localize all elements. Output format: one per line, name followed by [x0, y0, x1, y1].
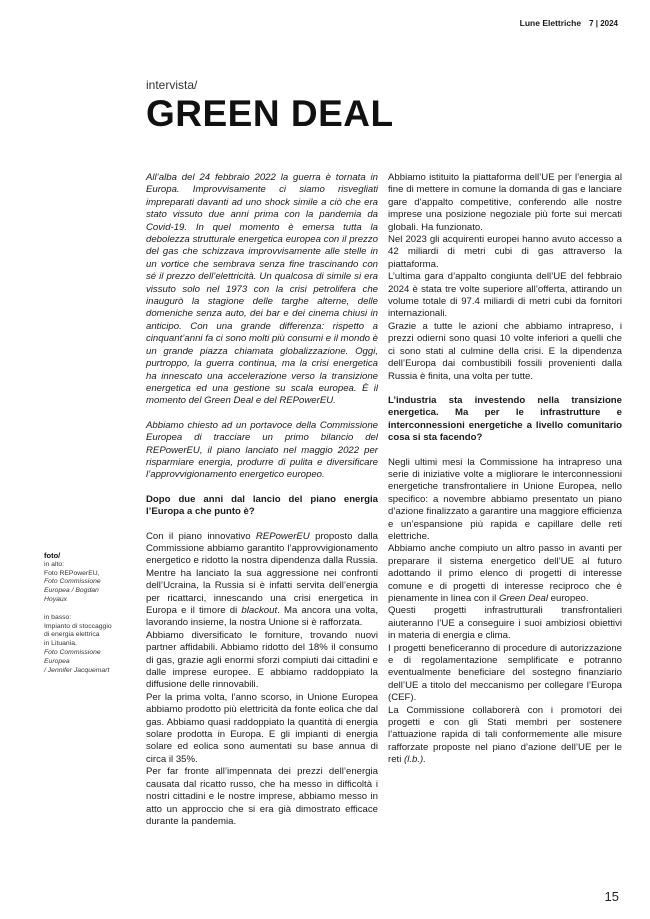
credit-line: Foto Commissione: [44, 648, 101, 656]
credit-line: Foto Commissione: [44, 578, 101, 586]
page-header: [520, 18, 618, 28]
answer-paragraph: Nel 2023 gli acquirenti europei hanno avuto accesso a 42 miliardi di metri cubi di gas attraverso la piattaforma.: [388, 234, 622, 270]
credit-line: Hoyaux: [44, 595, 68, 603]
answer-paragraph: L’ultima gara d’appalto congiunta dell’UE del febbraio 2024 è stata tre volte superiore all’offerta, attirando un volume totale di 97.4 miliardi di metri cubi da fornitori internazionali.: [388, 271, 622, 320]
credit-line: di energia elettrica: [44, 631, 100, 639]
photo-credits: [44, 552, 136, 675]
section-kicker: intervista/: [146, 78, 198, 92]
answer-paragraph: Negli ultimi mesi la Commissione ha intrapreso una serie di iniziative volte a migliorare le interconnessioni energetiche transfrontaliere in Unione Europea, nello specifico: a novembre abbiamo presentato un piano d’azione finalizzato a garantire una maggiore efficienza e un’espansione più rapida e capillare delle reti elettriche.: [388, 456, 622, 542]
intro-paragraph: All’alba del 24 febbraio 2022 la guerra è tornata in Europa. Improvvisamente ci siamo risvegliati impreparati davanti ad uno shock simile a ciò che era stato vissuto due anni prima con la pandemia da Covid-19. In quel momento è emersa tutta la debolezza strutturale energetica europea con il prezzo del gas che schizzava improvvisamente alle stelle in un vortice che sembrava senza fine trascinando con sé il prezzo dell’elettricità. Un qualcosa di simile si era vissuto solo nel 1973 con la crisi petrolifera che inaugurò la stagione delle targhe alterne, delle domeniche senza auto, dei bar e dei cinema chiusi in anticipo. Con una grande differenza: rispetto a cinquant’anni fa ci sono molti più consumi e il mondo è un grande piazza chiamata globalizzazione. Oggi, purtroppo, la guerra continua, ma la crisi energetica ha innescato una accelerazione verso la transizione energetica ed una gestione su scala europea. È il momento del Green Deal e del REPowerEU.: [146, 172, 378, 407]
answer-paragraph: I progetti beneficeranno di procedure di autorizzazione e di regolamentazione semplificate e potranno eventualmente beneficiare del sostegno finanziario dell’UE a titolo del meccanismo per collegare l’Europa (CEF).: [388, 642, 622, 704]
credit-line: in alto:: [44, 560, 65, 568]
answer-paragraph: Abbiamo diversificato le forniture, trovando nuovi partner affidabili. Abbiamo ridotto del 18% il consumo di gas, grazie agli enormi sforzi compiuti dai cittadini e dalle imprese europee. E abbiamo raddoppiato la diffusione delle rinnovabili.: [146, 629, 378, 691]
page-number: 15: [604, 889, 619, 904]
answer-paragraph: Con il piano innovativo REPowerEU proposto dalla Commissione abbiamo garantito l’approvvigionamento energetico e ridotto la nostra dipendenza dalla Russia. Mentre ha lanciato la sua aggressione nei confronti dell’Ucraina, la Russia si è infatti servita dell’energia per ricattarci, innescando una crisi energetica in Europa e il timore di blackout. Ma ancora una volta, lavorando insieme, la nostra Unione si è rafforzata.: [146, 530, 379, 629]
interview-question-1: Dopo due anni dal lancio del piano energia l’Europa a che punto è?: [146, 493, 378, 518]
credit-line: in basso:: [44, 613, 72, 621]
credit-line: Impianto di stoccaggio: [44, 622, 112, 630]
credit-line: Foto REPowerEU,: [44, 569, 100, 577]
photo-credits-label: foto/: [44, 551, 61, 560]
answer-paragraph: Questi progetti infrastrutturali transfrontalieri aiuteranno l’UE a conseguire i suoi ambiziosi obiettivi in materia di energia e clima.: [388, 605, 622, 642]
credit-line: Europea / Bogdan: [44, 587, 99, 595]
answer-paragraph: Abbiamo anche compiuto un altro passo in avanti per preparare il sistema energetico dell’UE al futuro adottando il primo elenco di progetti di interesse comune e di progetti di interesse reciproco che è pienamente in linea con il Green Deal europeo.: [388, 543, 622, 604]
answer-paragraph: La Commissione collaborerà con i promotori dei progetti e con gli Stati membri per sostenere l’attuazione rapida di tali conformemente alle misure rafforzate proposte nel piano d’azione dell’UE per le reti (l.b.).: [388, 704, 622, 766]
credit-line: / Jennifer Jacquemart: [44, 666, 110, 674]
intro-paragraph-2: Abbiamo chiesto ad un portavoce della Commissione Europea di tracciare un primo bilancio del REPowerEU, il piano lanciato nel maggio 2022 per risparmiare energia, produrre di pulita e diversificare l’approvvigionamento energetico europeo.: [146, 419, 378, 481]
answer-paragraph: Per la prima volta, l’anno scorso, in Unione Europea abbiamo prodotto più elettricità da fonte eolica che dal gas. Abbiamo quasi raddoppiato la quantità di energia solare prodotta in Europa. E gli impianti di energia solare ed eolica sono aumentati su base annua di circa il 35%.: [146, 691, 378, 765]
issue-number: 7 | 2024: [589, 18, 618, 28]
right-column: [388, 172, 622, 767]
article-title: GREEN DEAL: [146, 93, 394, 134]
answer-paragraph: Grazie a tutte le azioni che abbiamo intrapreso, i prezzi odierni sono quasi 10 volte inferiori a quelli che ci sono stati al culmine della crisi. E la dipendenza dell’Europa dai combustibili fossili provenienti dalla Russia è finita, una volta per tutte.: [388, 320, 622, 382]
interview-question-2: L’industria sta investendo nella transizione energetica. Ma per le infrastrutture e interconnessioni energetiche a livello comunitario cosa si sta facendo?: [388, 394, 622, 444]
answer-paragraph: Abbiamo istituito la piattaforma dell’UE per l’energia al fine di mettere in comune la domanda di gas e lanciare gare d’appalto competitive, conferendo alle nostre imprese una posizione negoziale più forte sui mercati globali. Ha funzionato.: [388, 172, 622, 233]
credit-line: Europea: [44, 657, 70, 665]
credit-line: in Lituania,: [44, 640, 77, 648]
answer-paragraph: Per far fronte all’impennata dei prezzi dell’energia causata dal ricatto russo, che ha messo in difficoltà i nostri cittadini e le nostre imprese, abbiamo messo in atto un approccio che si era già dimostrato efficace durante la pandemia.: [146, 766, 378, 827]
left-column: [146, 172, 378, 828]
magazine-name: Lune Elettriche: [519, 18, 582, 28]
